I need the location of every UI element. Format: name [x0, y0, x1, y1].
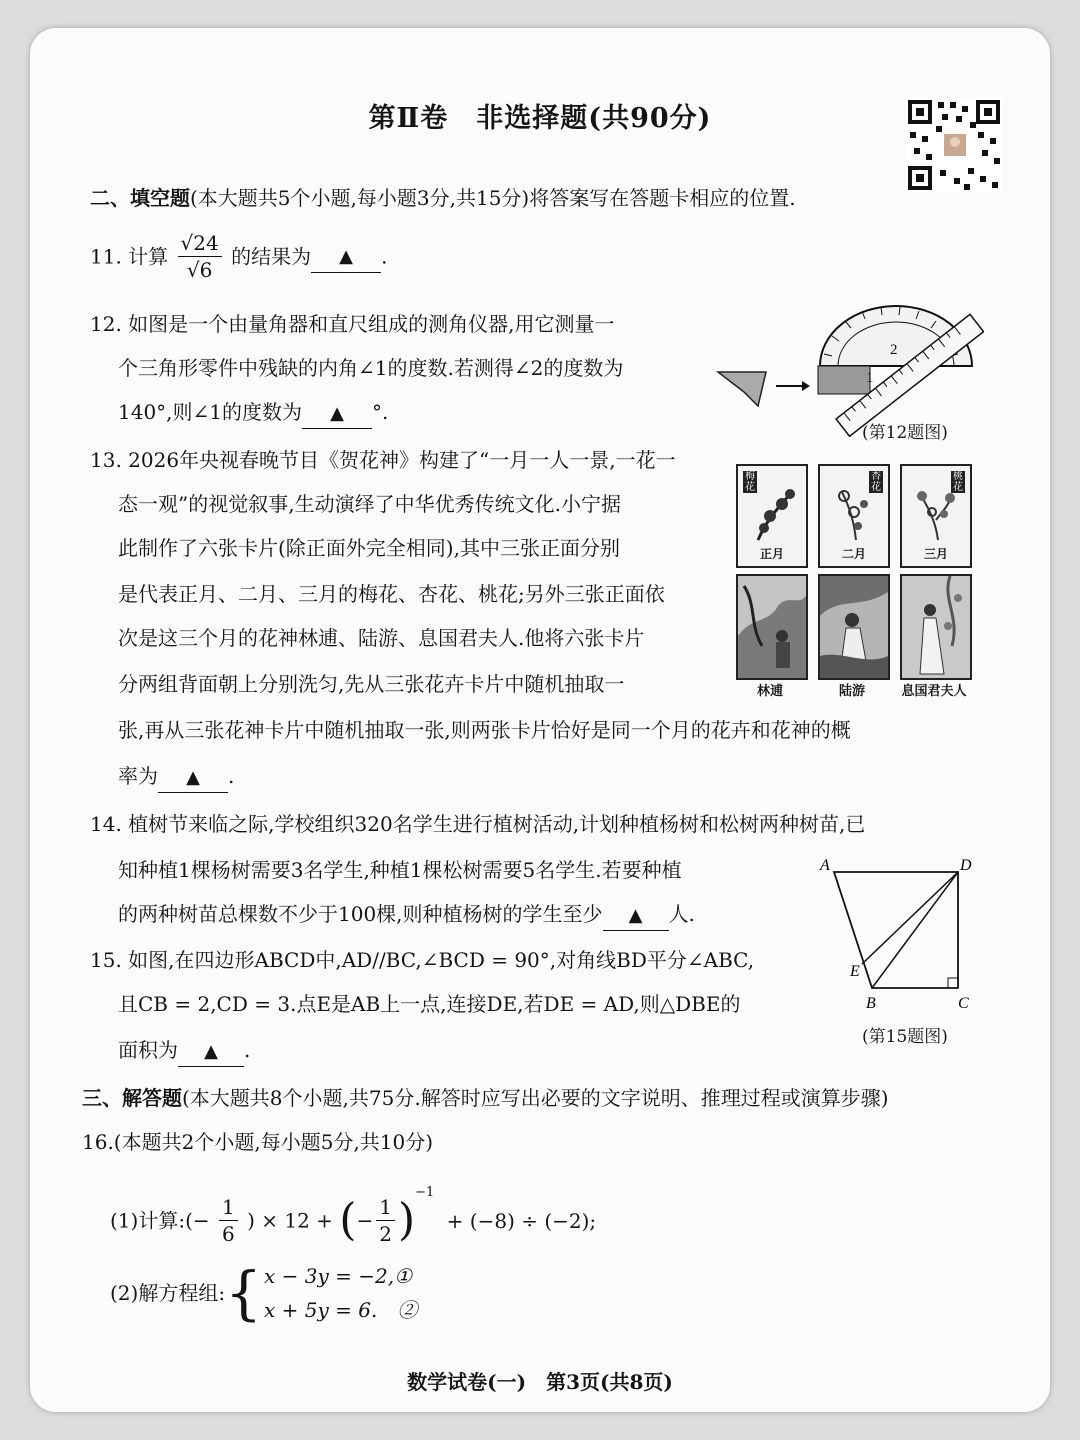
- vertex-label-d: D: [960, 857, 972, 874]
- flower-card-title: 梅花: [745, 471, 755, 493]
- q11-tail: .: [381, 244, 388, 269]
- vertex-label-a: A: [820, 857, 830, 874]
- flower-card-2: [818, 464, 890, 568]
- q13-line-4: 是代表正月、二月、三月的梅花、杏花、桃花;另外三张正面依: [118, 582, 665, 606]
- q12-tail: °.: [372, 400, 389, 424]
- q16-part-2: [110, 1259, 418, 1327]
- equation-2: x + 5y = 6. ②: [263, 1298, 418, 1322]
- answer-blank: [158, 762, 228, 793]
- q13-line-8: [118, 762, 234, 793]
- q13-line-6: 分两组背面朝上分别洗匀,先从三张花卉卡片中随机抽取一: [118, 672, 625, 696]
- answer-blank: [311, 240, 381, 273]
- q15-line-3-text: 面积为: [118, 1038, 178, 1062]
- figure-linbu-illustration: [738, 576, 806, 678]
- question-11: [90, 230, 387, 283]
- q15-figure-quadrilateral: [814, 850, 986, 1016]
- card-month-label: 正月: [759, 547, 784, 561]
- q13-line-5: 次是这三个月的花神林逋、陆游、息国君夫人.他将六张卡片: [118, 626, 645, 650]
- q14-tail: 人.: [668, 902, 695, 926]
- answer-blank: [178, 1036, 244, 1067]
- q14-line-1: 14. 植树节来临之际,学校组织320名学生进行植树活动,计划种植杨树和松树两种树苗,已: [90, 812, 866, 836]
- brace: {: [225, 1259, 262, 1327]
- flower-god-card-1: [736, 574, 808, 680]
- q12-caption: (第12题图): [862, 423, 948, 443]
- q14-line-2: 知种植1棵杨树需要3名学生,种植1棵松树需要5名学生.若要种植: [118, 858, 682, 882]
- vertex-label-c: C: [958, 995, 969, 1012]
- blank-mark: ▲: [330, 403, 344, 424]
- flower-card-title: 桃花: [953, 471, 963, 493]
- page-footer: 数学试卷(一) 第3页(共8页): [407, 1370, 673, 1394]
- fraction-denominator: 2: [379, 1222, 392, 1246]
- blank-mark: ▲: [628, 905, 643, 926]
- blank-mark: ▲: [339, 246, 354, 267]
- q15-line-1: 15. 如图,在四边形ABCD中,AD//BC,∠BCD = 90°,对角线BD平分∠ABC,: [90, 948, 755, 972]
- q16-part-1: [110, 1178, 596, 1247]
- q12-line-3: [118, 398, 388, 429]
- q11-numerator: √24: [178, 230, 222, 257]
- q12-line-2: 个三角形零件中残缺的内角∠1的度数.若测得∠2的度数为: [118, 356, 624, 380]
- q12-line-1: 12. 如图是一个由量角器和直尺组成的测角仪器,用它测量一: [90, 312, 615, 336]
- q15-tail: .: [244, 1038, 251, 1062]
- q16-fraction-2: [376, 1194, 395, 1247]
- q11-prefix: 11. 计算: [90, 244, 169, 269]
- fig-label-angle-2: 2: [890, 342, 898, 358]
- q16-p1-mid: ) × 12 +: [247, 1208, 333, 1233]
- answer-blank: [302, 398, 372, 429]
- left-paren: (: [339, 1194, 357, 1246]
- q15-line-3: [118, 1036, 250, 1067]
- page-title: 第Ⅱ卷 非选择题(共90分): [368, 103, 712, 134]
- q16-p1-end: + (−8) ÷ (−2);: [446, 1208, 597, 1233]
- q16-p2-label: (2)解方程组:: [110, 1281, 226, 1305]
- q14-line-3: [118, 900, 695, 931]
- fraction-numerator: 1: [219, 1194, 238, 1221]
- apricot-blossom-icon: [832, 482, 878, 542]
- card-name-luyou: 陆游: [838, 684, 865, 699]
- right-paren: ): [397, 1194, 416, 1246]
- blank-mark: ▲: [186, 767, 200, 788]
- exponent: −1: [415, 1185, 435, 1200]
- q16-p1-label: (1)计算:(−: [110, 1208, 210, 1233]
- card-month-label: 三月: [923, 547, 948, 561]
- section3-heading: 三、解答题: [82, 1086, 182, 1110]
- q14-line-3-text: 的两种树苗总棵数不少于100棵,则种植杨树的学生至少: [118, 902, 603, 926]
- q16-title: 16.(本题共2个小题,每小题5分,共10分): [82, 1130, 434, 1154]
- q13-line-1: 13. 2026年央视春晚节目《贺花神》构建了“一月一人一景,一花一: [90, 448, 676, 472]
- fraction-denominator: 6: [222, 1222, 235, 1246]
- q13-line-7: 张,再从三张花神卡片中随机抽取一张,则两张卡片恰好是同一个月的花卉和花神的概: [118, 718, 851, 742]
- q13-line-8-text: 率为: [118, 764, 158, 788]
- blank-mark: ▲: [204, 1041, 218, 1062]
- qr-code: [906, 98, 1002, 192]
- q11-fraction: [178, 230, 222, 283]
- card-name-linbu: 林逋: [756, 684, 783, 699]
- peach-blossom-icon: [912, 482, 958, 542]
- q12-line-3-text: 140°,则∠1的度数为: [118, 400, 303, 424]
- q15-caption: (第15题图): [862, 1027, 948, 1047]
- figure-luyou-illustration: [820, 576, 888, 678]
- section3-desc: (本大题共8个小题,共75分.解答时应写出必要的文字说明、推理过程或演算步骤): [182, 1086, 889, 1110]
- flower-card-1: [736, 464, 808, 568]
- fig-label-angle-1: 1: [866, 370, 874, 386]
- equation-system: [264, 1262, 417, 1324]
- q11-suffix: 的结果为: [231, 244, 312, 269]
- section2-heading: 二、填空题: [90, 186, 190, 210]
- answer-blank: [603, 900, 669, 931]
- q16-fraction-1: [219, 1194, 238, 1247]
- figure-xiguo-lady-illustration: [902, 576, 970, 678]
- q15-line-2: 且CB = 2,CD = 3.点E是AB上一点,连接DE,若DE = AD,则△DBE的: [118, 992, 741, 1016]
- q13-line-2: 态一观”的视觉叙事,生动演绎了中华优秀传统文化.小宁据: [118, 492, 621, 516]
- flower-card-title: 杏花: [871, 471, 881, 493]
- equation-1: x − 3y = −2,①: [263, 1264, 413, 1288]
- minus-sign: −: [356, 1208, 374, 1233]
- section3-header: [82, 1084, 889, 1112]
- q13-line-3: 此制作了六张卡片(除正面外完全相同),其中三张正面分别: [118, 536, 620, 560]
- flower-god-card-2: [818, 574, 890, 680]
- card-name-xiguo: 息国君夫人: [901, 684, 967, 699]
- plum-blossom-icon: [752, 482, 798, 542]
- vertex-label-b: B: [866, 995, 876, 1012]
- flower-god-card-3: [900, 574, 972, 680]
- card-month-label: 二月: [841, 547, 866, 561]
- vertex-label-e: E: [850, 963, 860, 980]
- fraction-numerator: 1: [376, 1194, 395, 1221]
- section2-desc: (本大题共5个小题,每小题3分,共15分)将答案写在答题卡相应的位置.: [190, 186, 796, 210]
- q11-denominator: √6: [186, 258, 213, 282]
- q13-tail: .: [228, 764, 235, 788]
- flower-card-3: [900, 464, 972, 568]
